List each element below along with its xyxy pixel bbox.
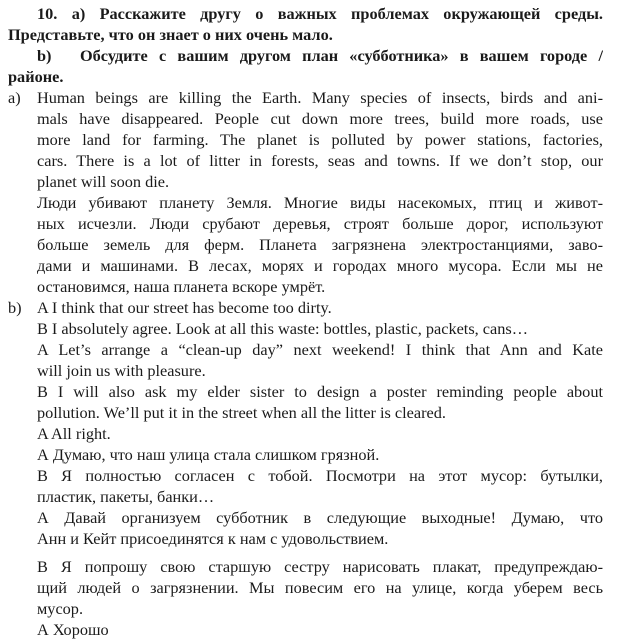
line-text: В Я попрошу свою старшую сестру нарисовать плакат, предупреждаю- bbox=[37, 557, 603, 576]
line-text: мусор. bbox=[37, 599, 84, 618]
line-text: will join us with pleasure. bbox=[37, 361, 206, 380]
task-line-1 bbox=[0, 3, 617, 24]
answer-a-section bbox=[0, 87, 617, 297]
line-text: cars. There is a lot of litter in forests, seas and towns. If we don’t stop, our bbox=[37, 151, 603, 170]
text-line bbox=[0, 507, 617, 528]
line-text: остановимся, наша планета вскоре умрёт. bbox=[37, 277, 326, 296]
text-line bbox=[0, 577, 617, 598]
text-line bbox=[0, 528, 617, 549]
text-line bbox=[0, 87, 617, 108]
line-text: mals have disappeared. People cut down more trees, build more roads, use bbox=[37, 109, 603, 128]
task-line-3 bbox=[0, 45, 617, 66]
text-line bbox=[0, 465, 617, 486]
text-line bbox=[0, 402, 617, 423]
answer-b-section bbox=[0, 297, 617, 640]
line-text: pollution. We’ll put it in the street when all the litter is cleared. bbox=[37, 403, 446, 422]
spacer bbox=[0, 549, 617, 556]
text-line bbox=[0, 381, 617, 402]
item-label: a) bbox=[8, 88, 21, 107]
line-text: А Думаю, что наш улица стала слишком грязной. bbox=[37, 445, 380, 464]
line-text: more land for farming. The planet is polluted by power stations, factories, bbox=[37, 130, 603, 149]
text-line bbox=[0, 444, 617, 465]
line-text: A I think that our street has become too dirty. bbox=[37, 298, 332, 317]
line-text: пластик, пакеты, банки… bbox=[37, 487, 215, 506]
line-text: дами и машинами. В лесах, морях и городах много мусора. Если мы не bbox=[37, 256, 603, 275]
text-line bbox=[0, 360, 617, 381]
text-line bbox=[0, 339, 617, 360]
line-text: B I absolutely agree. Look at all this waste: bottles, plastic, packets, cans… bbox=[37, 319, 529, 338]
text-line bbox=[0, 129, 617, 150]
text-line bbox=[0, 556, 617, 577]
text-line bbox=[0, 150, 617, 171]
text-line bbox=[0, 234, 617, 255]
text-line bbox=[0, 318, 617, 339]
text-line bbox=[0, 423, 617, 444]
text-line bbox=[0, 192, 617, 213]
text-line bbox=[0, 213, 617, 234]
item-label: b) bbox=[8, 298, 22, 317]
text-line bbox=[0, 598, 617, 619]
line-text: Анн и Кейт присоединятся к нам с удовольствием. bbox=[37, 529, 389, 548]
line-text: Human beings are killing the Earth. Many species of insects, birds and ani- bbox=[37, 88, 603, 107]
line-text: B I will also ask my elder sister to design a poster reminding people about bbox=[37, 382, 603, 401]
task-line-2 bbox=[0, 24, 617, 45]
text-line bbox=[0, 108, 617, 129]
text-line bbox=[0, 297, 617, 318]
text-line bbox=[0, 255, 617, 276]
task-heading-b: Обсудите с вашим другом план «субботника» в вашем городе / bbox=[80, 46, 603, 65]
task-heading-a: 10. а) Расскажите другу о важных проблемах окружающей среды. bbox=[37, 4, 603, 23]
document-page bbox=[0, 3, 617, 640]
line-text: А Давай организуем субботник в следующие выходные! Думаю, что bbox=[37, 508, 603, 527]
line-text: planet will soon die. bbox=[37, 172, 170, 191]
text-line bbox=[0, 619, 617, 640]
line-text: Люди убивают планету Земля. Многие виды насекомых, птиц и живот- bbox=[37, 193, 603, 212]
text-line bbox=[0, 276, 617, 297]
task-line-4 bbox=[0, 66, 617, 87]
line-text: больше земель для ферм. Планета загрязнена электростанциями, заво- bbox=[37, 235, 603, 254]
line-text: ных исчезли. Люди срубают деревья, строят больше дорог, используют bbox=[37, 214, 603, 233]
line-text: A All right. bbox=[37, 424, 111, 443]
task-heading-b-cont: районе. bbox=[8, 67, 64, 86]
task-b-label: b) bbox=[37, 46, 52, 65]
text-line bbox=[0, 486, 617, 507]
line-text: щий людей о загрязнении. Мы повесим его на улице, когда уберем весь bbox=[37, 578, 603, 597]
line-text: А Хорошо bbox=[37, 620, 109, 639]
text-line bbox=[0, 171, 617, 192]
task-heading-a-cont: Представьте, что он знает о них очень мало. bbox=[8, 25, 333, 44]
line-text: A Let’s arrange a “clean-up day” next weekend! I think that Ann and Kate bbox=[37, 340, 603, 359]
line-text: В Я полностью согласен с тобой. Посмотри на этот мусор: бутылки, bbox=[37, 466, 603, 485]
